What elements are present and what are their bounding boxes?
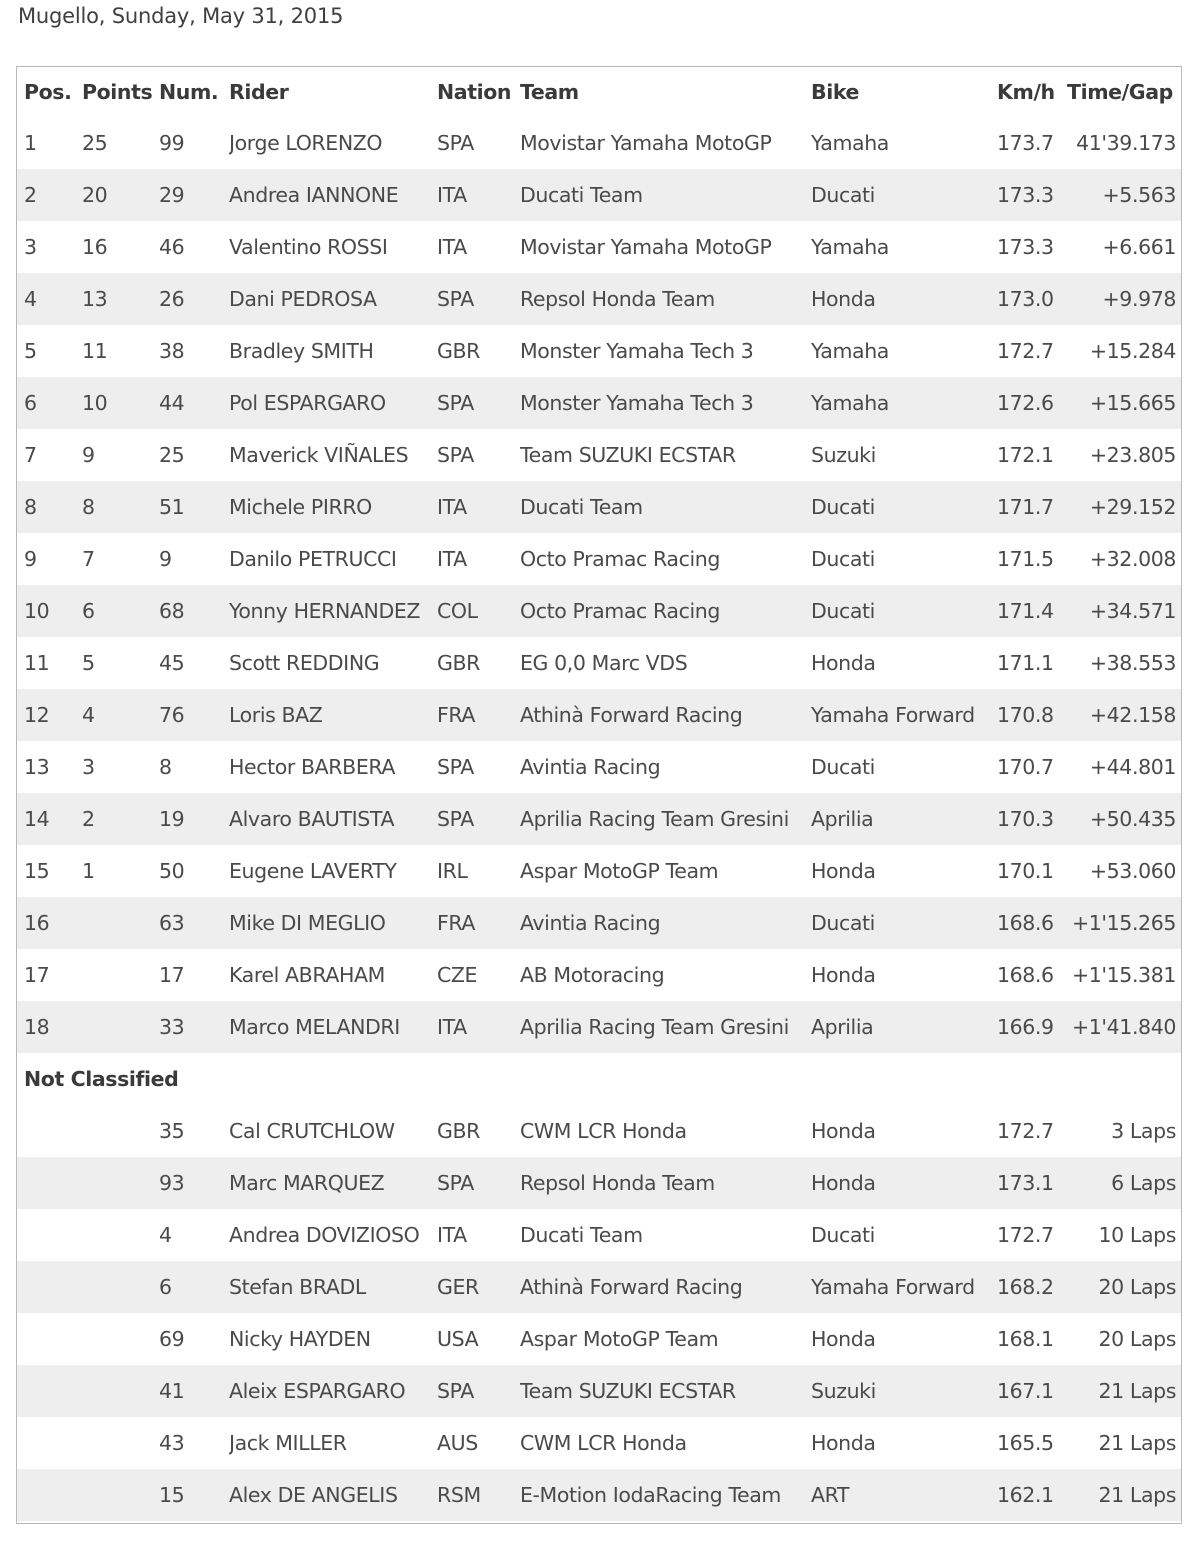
cell-rider: Bradley SMITH <box>229 339 374 363</box>
cell-nation: SPA <box>437 1157 520 1209</box>
cell-rider: Dani PEDROSA <box>229 273 437 325</box>
header-nation: Nation <box>437 80 512 104</box>
cell-team: Ducati Team <box>520 169 811 221</box>
cell-time-gap: +5.563 <box>1067 169 1181 221</box>
cell-nation: GBR <box>437 339 480 363</box>
cell-rider: Loris BAZ <box>229 689 437 741</box>
table-row <box>17 429 1181 481</box>
header-points: Points <box>82 80 153 104</box>
cell-nation: SPA <box>437 377 520 429</box>
cell-kmh: 172.6 <box>997 377 1067 429</box>
results-table-container <box>16 66 1182 1524</box>
cell-rider: Valentino ROSSI <box>229 235 388 259</box>
cell-bike: Yamaha Forward <box>811 689 997 741</box>
page-caption: Mugello, Sunday, May 31, 2015 <box>18 4 344 28</box>
cell-bike: Honda <box>811 651 876 675</box>
cell-time-gap: +1'15.381 <box>1072 963 1176 987</box>
cell-num: 6 <box>159 1261 229 1313</box>
cell-num: 26 <box>159 273 229 325</box>
cell-bike: Yamaha <box>811 131 889 155</box>
cell-time-gap: +15.284 <box>1089 339 1176 363</box>
cell-kmh: 165.5 <box>997 1431 1054 1455</box>
cell-team: Repsol Honda Team <box>520 273 811 325</box>
cell-pos: 3 <box>24 235 37 259</box>
cell-team: Athinà Forward Racing <box>520 689 811 741</box>
table-body <box>17 117 1181 1521</box>
cell-kmh: 173.3 <box>997 235 1054 259</box>
cell-kmh: 171.1 <box>997 651 1054 675</box>
cell-points: 9 <box>82 443 95 467</box>
table-header <box>17 67 1181 117</box>
cell-time-gap: +1'15.265 <box>1067 897 1181 949</box>
cell-nation: ITA <box>437 481 520 533</box>
table-row <box>17 221 1181 273</box>
cell-team: EG 0,0 Marc VDS <box>520 651 688 675</box>
cell-pos: 16 <box>17 897 82 949</box>
table-row <box>17 1105 1181 1157</box>
cell-rider: Aleix ESPARGARO <box>229 1365 437 1417</box>
cell-num: 45 <box>159 651 185 675</box>
cell-bike: Suzuki <box>811 1365 997 1417</box>
cell-nation: SPA <box>437 755 474 779</box>
cell-pos <box>17 1313 82 1365</box>
cell-kmh: 168.1 <box>997 1327 1054 1351</box>
cell-rider: Jorge LORENZO <box>229 131 383 155</box>
cell-kmh: 168.2 <box>997 1261 1067 1313</box>
cell-points: 13 <box>82 273 159 325</box>
cell-num: 4 <box>159 1223 172 1247</box>
cell-nation: USA <box>437 1327 479 1351</box>
section-row-not-classified <box>17 1053 1181 1105</box>
cell-bike: Aprilia <box>811 793 997 845</box>
cell-bike: Honda <box>811 273 997 325</box>
cell-bike: Ducati <box>811 547 875 571</box>
cell-num: 43 <box>159 1431 185 1455</box>
cell-rider: Karel ABRAHAM <box>229 963 385 987</box>
cell-time-gap: 21 Laps <box>1098 1431 1176 1455</box>
cell-bike: Ducati <box>811 1223 875 1247</box>
cell-kmh: 173.3 <box>997 169 1067 221</box>
cell-nation: GBR <box>437 1119 480 1143</box>
table-row <box>17 169 1181 221</box>
cell-team: Team SUZUKI ECSTAR <box>520 1365 811 1417</box>
cell-rider: Hector BARBERA <box>229 755 396 779</box>
cell-time-gap: +9.978 <box>1067 273 1181 325</box>
cell-rider: Nicky HAYDEN <box>229 1327 371 1351</box>
cell-points <box>82 1105 159 1157</box>
cell-pos <box>17 1469 82 1521</box>
cell-bike: Yamaha <box>811 377 997 429</box>
cell-bike: Honda <box>811 1157 997 1209</box>
cell-num: 51 <box>159 481 229 533</box>
cell-nation: SPA <box>437 273 520 325</box>
cell-num: 44 <box>159 377 229 429</box>
cell-team: Monster Yamaha Tech 3 <box>520 377 811 429</box>
cell-kmh: 171.4 <box>997 585 1067 637</box>
cell-pos <box>17 1105 82 1157</box>
cell-kmh: 172.7 <box>997 1119 1054 1143</box>
cell-points: 7 <box>82 547 95 571</box>
cell-pos <box>17 1261 82 1313</box>
cell-time-gap: +44.801 <box>1089 755 1176 779</box>
table-row <box>17 325 1181 377</box>
cell-kmh: 168.6 <box>997 897 1067 949</box>
cell-nation: ITA <box>437 169 520 221</box>
cell-team: Aprilia Racing Team Gresini <box>520 793 811 845</box>
cell-pos: 17 <box>24 963 50 987</box>
table-row <box>17 1469 1181 1521</box>
cell-time-gap: +38.553 <box>1089 651 1176 675</box>
cell-time-gap: +42.158 <box>1067 689 1181 741</box>
cell-num: 69 <box>159 1327 185 1351</box>
cell-points: 1 <box>82 859 95 883</box>
cell-points: 3 <box>82 755 95 779</box>
cell-kmh: 168.6 <box>997 963 1054 987</box>
cell-time-gap: +29.152 <box>1067 481 1181 533</box>
cell-time-gap: +53.060 <box>1089 859 1176 883</box>
cell-pos: 9 <box>24 547 37 571</box>
cell-pos: 13 <box>24 755 50 779</box>
cell-rider: Cal CRUTCHLOW <box>229 1119 395 1143</box>
cell-time-gap: +6.661 <box>1102 235 1176 259</box>
cell-rider: Danilo PETRUCCI <box>229 547 397 571</box>
cell-nation: IRL <box>437 859 468 883</box>
table-row <box>17 117 1181 169</box>
cell-num: 19 <box>159 793 229 845</box>
cell-num: 93 <box>159 1157 229 1209</box>
cell-team: Ducati Team <box>520 1223 643 1247</box>
cell-points: 20 <box>82 169 159 221</box>
cell-bike: Ducati <box>811 169 997 221</box>
table-row <box>17 1313 1181 1365</box>
cell-team: Repsol Honda Team <box>520 1157 811 1209</box>
cell-bike: Honda <box>811 1431 876 1455</box>
cell-team: Avintia Racing <box>520 755 661 779</box>
cell-points <box>82 1469 159 1521</box>
cell-kmh: 173.7 <box>997 131 1054 155</box>
cell-kmh: 170.7 <box>997 755 1054 779</box>
cell-nation: AUS <box>437 1431 478 1455</box>
cell-nation: ITA <box>437 1223 467 1247</box>
cell-points: 25 <box>82 131 108 155</box>
cell-points: 6 <box>82 585 159 637</box>
cell-pos: 5 <box>24 339 37 363</box>
cell-points: 5 <box>82 651 95 675</box>
cell-rider: Alex DE ANGELIS <box>229 1469 437 1521</box>
cell-pos <box>17 1365 82 1417</box>
cell-rider: Eugene LAVERTY <box>229 859 397 883</box>
cell-rider: Mike DI MEGLIO <box>229 897 437 949</box>
cell-time-gap: 20 Laps <box>1098 1327 1176 1351</box>
cell-time-gap: +23.805 <box>1089 443 1176 467</box>
cell-team: Avintia Racing <box>520 897 811 949</box>
cell-pos: 7 <box>24 443 37 467</box>
table-row <box>17 533 1181 585</box>
cell-kmh: 172.7 <box>997 1223 1054 1247</box>
cell-kmh: 173.0 <box>997 273 1067 325</box>
cell-nation: RSM <box>437 1469 520 1521</box>
cell-points <box>82 1209 159 1261</box>
cell-num: 25 <box>159 443 185 467</box>
cell-bike: Ducati <box>811 585 997 637</box>
cell-pos: 8 <box>17 481 82 533</box>
cell-points: 8 <box>82 481 159 533</box>
cell-num: 41 <box>159 1365 229 1417</box>
table-row <box>17 585 1181 637</box>
table-row <box>17 1157 1181 1209</box>
cell-bike: Honda <box>811 1119 876 1143</box>
cell-points: 10 <box>82 377 159 429</box>
cell-points <box>82 1313 159 1365</box>
cell-kmh: 171.7 <box>997 481 1067 533</box>
cell-rider: Pol ESPARGARO <box>229 377 437 429</box>
cell-pos: 2 <box>17 169 82 221</box>
cell-num: 68 <box>159 585 229 637</box>
cell-points <box>82 1261 159 1313</box>
cell-bike: Ducati <box>811 755 875 779</box>
cell-points <box>82 897 159 949</box>
cell-rider: Michele PIRRO <box>229 481 437 533</box>
cell-kmh: 166.9 <box>997 1001 1067 1053</box>
cell-pos: 12 <box>17 689 82 741</box>
cell-time-gap: +32.008 <box>1089 547 1176 571</box>
cell-nation: SPA <box>437 1365 520 1417</box>
header-rider: Rider <box>229 80 289 104</box>
cell-time-gap: 3 Laps <box>1111 1119 1176 1143</box>
table-row <box>17 1365 1181 1417</box>
cell-bike: Suzuki <box>811 443 876 467</box>
cell-time-gap: 21 Laps <box>1067 1365 1181 1417</box>
cell-num: 46 <box>159 235 185 259</box>
cell-rider: Yonny HERNANDEZ <box>229 585 437 637</box>
cell-nation: GBR <box>437 651 480 675</box>
cell-num: 8 <box>159 755 172 779</box>
header-row <box>17 67 1181 117</box>
results-table <box>17 67 1181 1521</box>
cell-bike: Yamaha <box>811 235 889 259</box>
cell-pos <box>17 1157 82 1209</box>
cell-rider: Andrea IANNONE <box>229 169 437 221</box>
header-bike: Bike <box>811 80 860 104</box>
cell-pos: 1 <box>24 131 37 155</box>
cell-time-gap: +34.571 <box>1067 585 1181 637</box>
cell-pos: 4 <box>17 273 82 325</box>
cell-nation: COL <box>437 585 520 637</box>
cell-team: Movistar Yamaha MotoGP <box>520 131 772 155</box>
cell-points: 16 <box>82 235 108 259</box>
cell-pos: 10 <box>17 585 82 637</box>
cell-pos: 15 <box>24 859 50 883</box>
cell-num: 9 <box>159 547 172 571</box>
cell-time-gap: 10 Laps <box>1098 1223 1176 1247</box>
cell-nation: CZE <box>437 963 478 987</box>
cell-kmh: 170.3 <box>997 793 1067 845</box>
cell-kmh: 172.1 <box>997 443 1054 467</box>
cell-points: 11 <box>82 339 108 363</box>
cell-nation: ITA <box>437 235 467 259</box>
cell-rider: Marc MARQUEZ <box>229 1157 437 1209</box>
cell-team: Team SUZUKI ECSTAR <box>520 443 736 467</box>
cell-num: 33 <box>159 1001 229 1053</box>
table-row <box>17 741 1181 793</box>
cell-pos: 11 <box>24 651 50 675</box>
cell-pos <box>17 1209 82 1261</box>
cell-pos: 14 <box>17 793 82 845</box>
cell-time-gap: 6 Laps <box>1067 1157 1181 1209</box>
cell-bike: Yamaha <box>811 339 889 363</box>
cell-rider: Marco MELANDRI <box>229 1001 437 1053</box>
table-row <box>17 637 1181 689</box>
cell-time-gap: +1'41.840 <box>1067 1001 1181 1053</box>
cell-num: 76 <box>159 689 229 741</box>
header-pos: Pos. <box>24 80 72 104</box>
cell-team: Ducati Team <box>520 481 811 533</box>
cell-points <box>82 1001 159 1053</box>
cell-nation: GER <box>437 1261 520 1313</box>
cell-time-gap: +15.665 <box>1067 377 1181 429</box>
cell-time-gap: 21 Laps <box>1067 1469 1181 1521</box>
cell-bike: ART <box>811 1469 997 1521</box>
cell-kmh: 170.1 <box>997 859 1054 883</box>
cell-kmh: 170.8 <box>997 689 1067 741</box>
cell-num: 38 <box>159 339 185 363</box>
cell-team: CWM LCR Honda <box>520 1431 687 1455</box>
cell-team: Monster Yamaha Tech 3 <box>520 339 754 363</box>
cell-rider: Andrea DOVIZIOSO <box>229 1223 420 1247</box>
header-time-gap: Time/Gap <box>1067 80 1173 104</box>
table-row <box>17 1001 1181 1053</box>
not-classified-heading: Not Classified <box>24 1067 179 1091</box>
table-row <box>17 1209 1181 1261</box>
cell-time-gap: 41'39.173 <box>1076 131 1176 155</box>
cell-kmh: 167.1 <box>997 1365 1067 1417</box>
cell-bike: Honda <box>811 859 876 883</box>
table-row <box>17 845 1181 897</box>
cell-bike: Honda <box>811 1327 876 1351</box>
cell-rider: Alvaro BAUTISTA <box>229 793 437 845</box>
cell-nation: ITA <box>437 547 467 571</box>
cell-points <box>82 1157 159 1209</box>
cell-kmh: 171.5 <box>997 547 1054 571</box>
table-row <box>17 897 1181 949</box>
cell-bike: Honda <box>811 963 876 987</box>
cell-pos: 18 <box>17 1001 82 1053</box>
cell-num: 15 <box>159 1469 229 1521</box>
cell-points: 2 <box>82 793 159 845</box>
cell-points <box>82 949 159 1001</box>
cell-nation: FRA <box>437 689 520 741</box>
table-row <box>17 273 1181 325</box>
cell-num: 35 <box>159 1119 185 1143</box>
cell-time-gap: 20 Laps <box>1067 1261 1181 1313</box>
cell-nation: ITA <box>437 1001 520 1053</box>
table-row <box>17 377 1181 429</box>
cell-num: 29 <box>159 169 229 221</box>
cell-num: 63 <box>159 897 229 949</box>
cell-team: Octo Pramac Racing <box>520 585 811 637</box>
cell-team: CWM LCR Honda <box>520 1119 687 1143</box>
cell-kmh: 172.7 <box>997 339 1054 363</box>
cell-team: Movistar Yamaha MotoGP <box>520 235 772 259</box>
cell-rider: Scott REDDING <box>229 651 380 675</box>
cell-team: Athinà Forward Racing <box>520 1261 811 1313</box>
cell-kmh: 173.1 <box>997 1157 1067 1209</box>
cell-bike: Yamaha Forward <box>811 1261 997 1313</box>
cell-points <box>82 1417 159 1469</box>
cell-pos: 6 <box>17 377 82 429</box>
table-row <box>17 689 1181 741</box>
cell-pos <box>17 1417 82 1469</box>
table-row <box>17 481 1181 533</box>
cell-nation: SPA <box>437 793 520 845</box>
cell-points <box>82 1365 159 1417</box>
cell-team: AB Motoracing <box>520 963 665 987</box>
cell-nation: SPA <box>437 131 474 155</box>
table-row <box>17 1417 1181 1469</box>
cell-rider: Stefan BRADL <box>229 1261 437 1313</box>
cell-kmh: 162.1 <box>997 1469 1067 1521</box>
cell-team: Aspar MotoGP Team <box>520 859 719 883</box>
cell-team: Aspar MotoGP Team <box>520 1327 719 1351</box>
cell-nation: FRA <box>437 897 520 949</box>
cell-points: 4 <box>82 689 159 741</box>
cell-rider: Jack MILLER <box>229 1431 347 1455</box>
cell-team: Octo Pramac Racing <box>520 547 720 571</box>
cell-bike: Aprilia <box>811 1001 997 1053</box>
cell-num: 99 <box>159 131 185 155</box>
table-row <box>17 793 1181 845</box>
header-kmh: Km/h <box>997 80 1055 104</box>
cell-rider: Maverick VIÑALES <box>229 443 409 467</box>
cell-bike: Ducati <box>811 481 997 533</box>
cell-num: 17 <box>159 963 185 987</box>
cell-bike: Ducati <box>811 897 997 949</box>
cell-time-gap: +50.435 <box>1067 793 1181 845</box>
table-row <box>17 949 1181 1001</box>
cell-team: E-Motion IodaRacing Team <box>520 1469 811 1521</box>
table-row <box>17 1261 1181 1313</box>
cell-nation: SPA <box>437 443 474 467</box>
header-num: Num. <box>159 80 219 104</box>
header-team: Team <box>520 80 579 104</box>
cell-num: 50 <box>159 859 185 883</box>
cell-team: Aprilia Racing Team Gresini <box>520 1001 811 1053</box>
